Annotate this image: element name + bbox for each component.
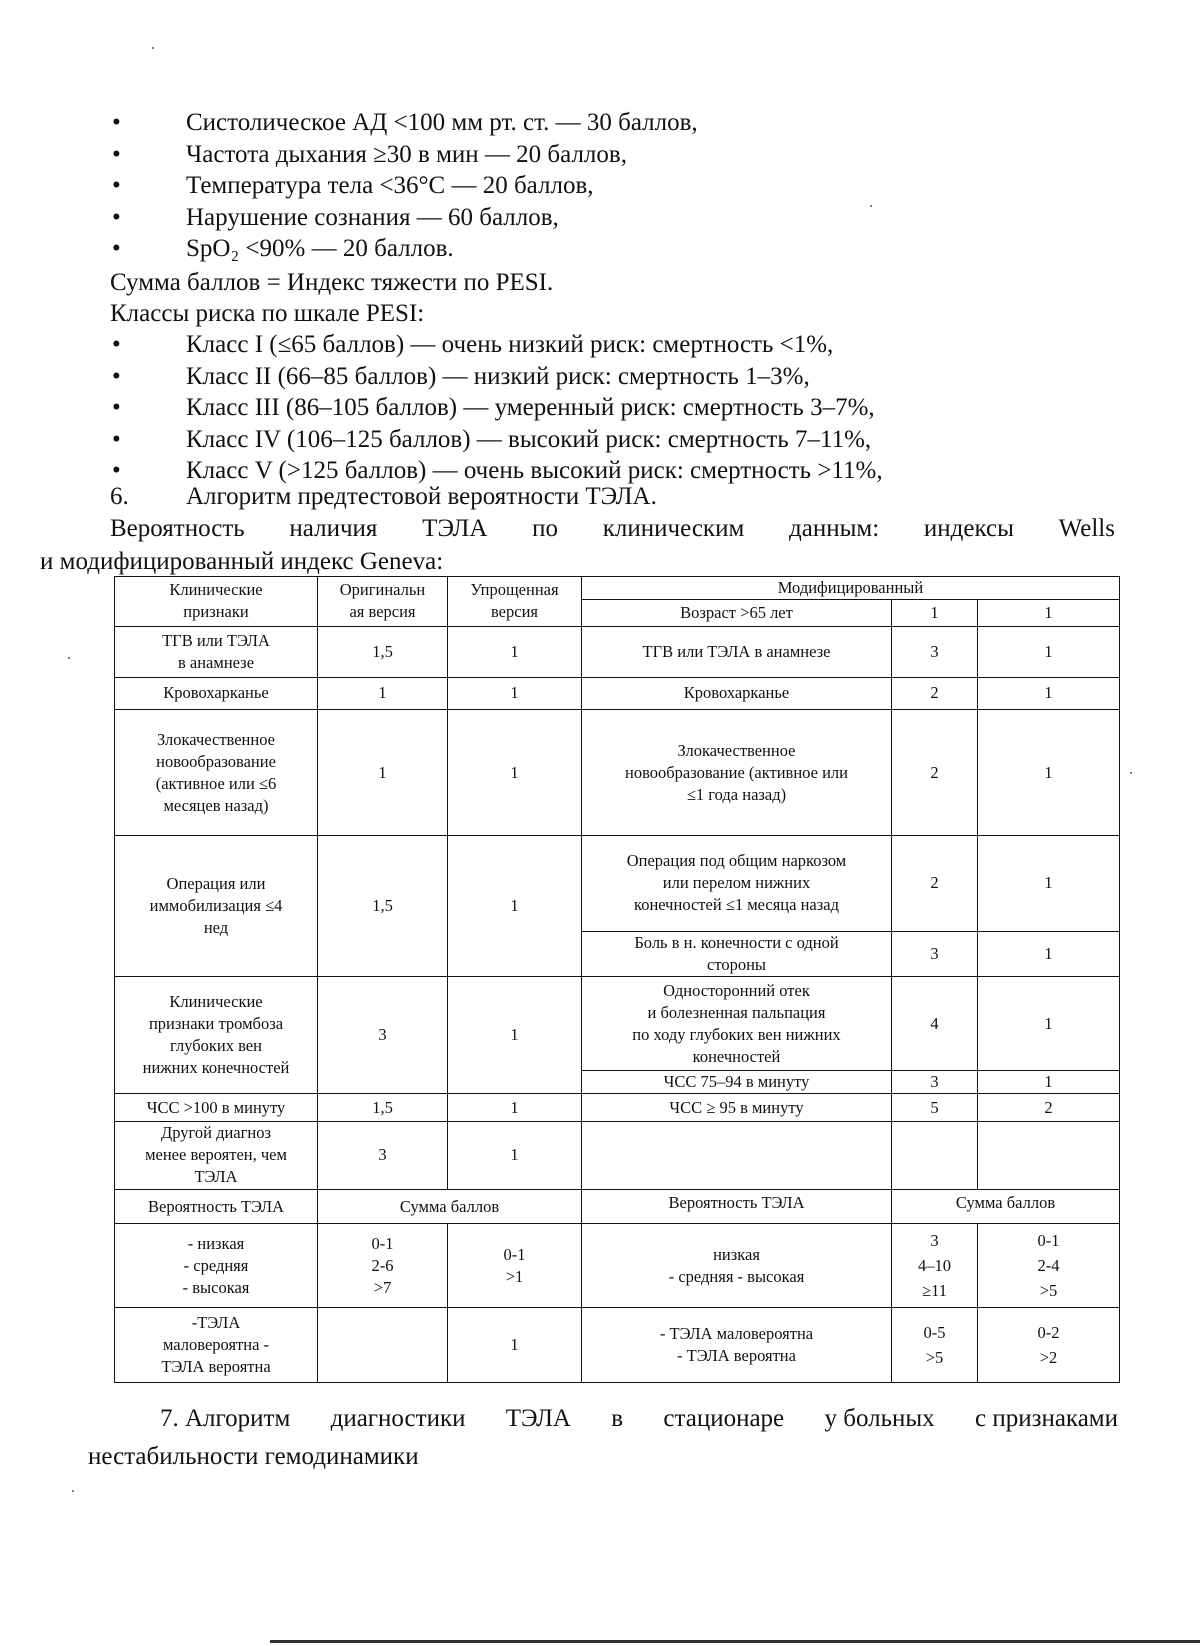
cell: -ТЭЛА маловероятна - ТЭЛА вероятна [115,1307,318,1382]
cell: 1 [448,836,582,977]
cell: 1 [448,977,582,1094]
cell: 1 [448,1121,582,1189]
cell: 0-1 >1 [448,1224,582,1307]
word: Вероятность [110,515,245,542]
bullet-marker: • [112,362,121,390]
bullet-marker: • [112,425,121,453]
scan-speck [72,1490,74,1492]
empty-cell [582,1121,892,1189]
cell: Односторонний отек и болезненная пальпация по ходу глубоких вен нижних конечностей [582,977,892,1071]
cell: 1,5 [318,626,448,677]
word: у больных [824,1405,935,1432]
word: ТЭЛА [422,515,488,542]
cell: 4 [892,977,978,1071]
pesi-classes-list [110,329,883,487]
classes-heading: Классы риска по шкале PESI: [110,300,425,327]
cell: 3 4–10 ≥11 [892,1224,978,1307]
list-item-text: Класс V (>125 баллов) — очень высокий риск: смертность >11%, [186,457,883,484]
word: наличия [289,515,378,542]
section-number: 6. [110,483,129,510]
word: 7. Алгоритм [160,1405,291,1432]
bullet-marker: • [112,457,121,484]
cell: 1 [978,977,1120,1071]
cell: 5 [892,1094,978,1121]
cell: Сумма баллов [892,1189,1120,1224]
cell: 1 [448,677,582,710]
list-item-text: Нарушение сознания — 60 баллов, [186,203,559,231]
list-item [110,424,883,456]
cell: ЧСС ≥ 95 в минуту [582,1094,892,1121]
cell: Кровохарканье [582,677,892,710]
table-row [115,1121,1120,1189]
cell: 1 [448,626,582,677]
cell: Злокачественное новообразование (активное или ≤1 года назад) [582,710,892,836]
cell: Вероятность ТЭЛА [582,1189,892,1224]
scan-speck [870,205,872,207]
header-simplified: Упрощенная версия [448,577,582,627]
empty-cell [892,1121,978,1189]
cell: Операция под общим наркозом или перелом нижних конечностей ≤1 месяца назад [582,836,892,932]
section-7-line-1 [88,1400,1118,1438]
cell: 3 [892,626,978,677]
cell: 1 [448,1307,582,1382]
cell: 1 [978,1070,1120,1093]
bullet-marker: • [112,140,121,168]
table-row [115,836,1120,932]
cell: Злокачественное новообразование (активное или ≤6 месяцев назад) [115,710,318,836]
cell: 3 [318,1121,448,1189]
bullet-marker: • [112,235,121,262]
cell: 2 [892,677,978,710]
list-item [110,107,698,139]
cell: 0-2 >2 [978,1307,1120,1382]
header-original: Оригинальн ая версия [318,577,448,627]
list-item-text: Класс III (86–105 баллов) — умеренный риск: смертность 3–7%, [186,394,875,421]
word: индексы [923,515,1014,542]
cell: Возраст >65 лет [582,600,892,626]
cell: 1 [978,677,1120,710]
cell: Операция или иммобилизация ≤4 нед [115,836,318,977]
bullet-marker: • [112,394,121,421]
header-modified: Модифицированный [582,577,1120,600]
cell: Вероятность ТЭЛА [115,1189,318,1224]
cell: 3 [318,977,448,1094]
section-title: Алгоритм предтестовой вероятности ТЭЛА. [186,483,657,510]
intro-line-1 [110,515,1115,543]
cell: Боль в н. конечности с одной стороны [582,931,892,977]
cell: Кровохарканье [115,677,318,710]
list-item [110,329,883,361]
cell: 1 [978,626,1120,677]
word: Wells [1058,515,1115,542]
cell: - ТЭЛА маловероятна - ТЭЛА вероятна [582,1307,892,1382]
cell: Клинические признаки тромбоза глубоких вен нижних конечностей [115,977,318,1094]
page-bottom-rule [270,1640,1200,1643]
word: с признаками [974,1405,1118,1432]
list-item [110,139,698,171]
wells-geneva-table [114,576,1120,1383]
section-7-paragraph [88,1400,1118,1476]
table-row [115,1224,1120,1307]
scan-speck [68,657,70,659]
cell: 1 [318,677,448,710]
cell [318,1307,448,1382]
cell: 1 [448,710,582,836]
list-item-text: SpO₂ <90% — 20 баллов. [186,235,454,262]
word: диагностики [330,1405,466,1432]
list-item-text: Систолическое АД <100 мм рт. ст. — 30 баллов, [186,109,698,136]
cell: 3 [892,1070,978,1093]
cell: 1 [978,931,1120,977]
list-item-text: Частота дыхания ≥30 в мин — 20 баллов, [186,140,627,168]
bullet-marker: • [112,331,121,358]
cell: 1 [318,710,448,836]
list-item-text: Класс IV (106–125 баллов) — высокий риск: смертность 7–11%, [186,425,872,453]
list-item [110,170,698,202]
cell: 2 [892,836,978,932]
intro-line-2: и модифицированный индекс Geneva: [40,548,444,575]
cell: 2 [978,1094,1120,1121]
cell: 3 [892,931,978,977]
list-item [110,392,883,424]
word: клиническим [602,515,745,542]
word: ТЭЛА [505,1405,571,1432]
list-item-text: Класс I (≤65 баллов) — очень низкий риск: смертность <1%, [186,331,834,358]
header-signs: Клинические признаки [115,577,318,627]
cell: низкая - средняя - высокая [582,1224,892,1307]
sum-line: Сумма баллов = Индекс тяжести по PESI. [110,269,554,296]
word: стационаре [663,1405,785,1432]
table-row [115,1094,1120,1121]
cell: ТГВ или ТЭЛА в анамнезе [115,626,318,677]
word: данным: [789,515,880,542]
cell: 1,5 [318,836,448,977]
cell: - низкая - средняя - высокая [115,1224,318,1307]
table-row [115,1189,1120,1224]
cell: 1 [978,836,1120,932]
cell: 1 [978,710,1120,836]
table-row [115,577,1120,600]
table-row [115,626,1120,677]
list-item-text: Класс II (66–85 баллов) — низкий риск: смертность 1–3%, [186,362,810,390]
cell: Сумма баллов [318,1189,582,1224]
section-6-heading [110,483,657,511]
word: по [532,515,559,542]
list-item [110,455,883,487]
cell: 2 [892,710,978,836]
table-row [115,977,1120,1071]
cell: 1 [892,600,978,626]
word: в [611,1405,624,1432]
cell: 0-5 >5 [892,1307,978,1382]
bullet-marker: • [112,109,121,136]
cell: 0-1 2-4 >5 [978,1224,1120,1307]
bullet-marker: • [112,172,121,199]
cell: ТГВ или ТЭЛА в анамнезе [582,626,892,677]
table-row [115,677,1120,710]
cell: 1,5 [318,1094,448,1121]
cell: ЧСС >100 в минуту [115,1094,318,1121]
table-row [115,1307,1120,1382]
cell: 1 [448,1094,582,1121]
pesi-criteria-list [110,107,698,265]
list-item [110,202,698,234]
table-row [115,710,1120,836]
cell: 1 [978,600,1120,626]
bullet-marker: • [112,203,121,231]
list-item [110,361,883,393]
empty-cell [978,1121,1120,1189]
cell: Другой диагноз менее вероятен, чем ТЭЛА [115,1121,318,1189]
list-item-text: Температура тела <36°С — 20 баллов, [186,172,594,199]
scan-speck [152,47,154,49]
cell: 0-1 2-6 >7 [318,1224,448,1307]
section-7-line-2: нестабильности гемодинамики [88,1443,419,1470]
cell: ЧСС 75–94 в минуту [582,1070,892,1093]
list-item [110,233,698,265]
scan-speck [1130,772,1132,774]
